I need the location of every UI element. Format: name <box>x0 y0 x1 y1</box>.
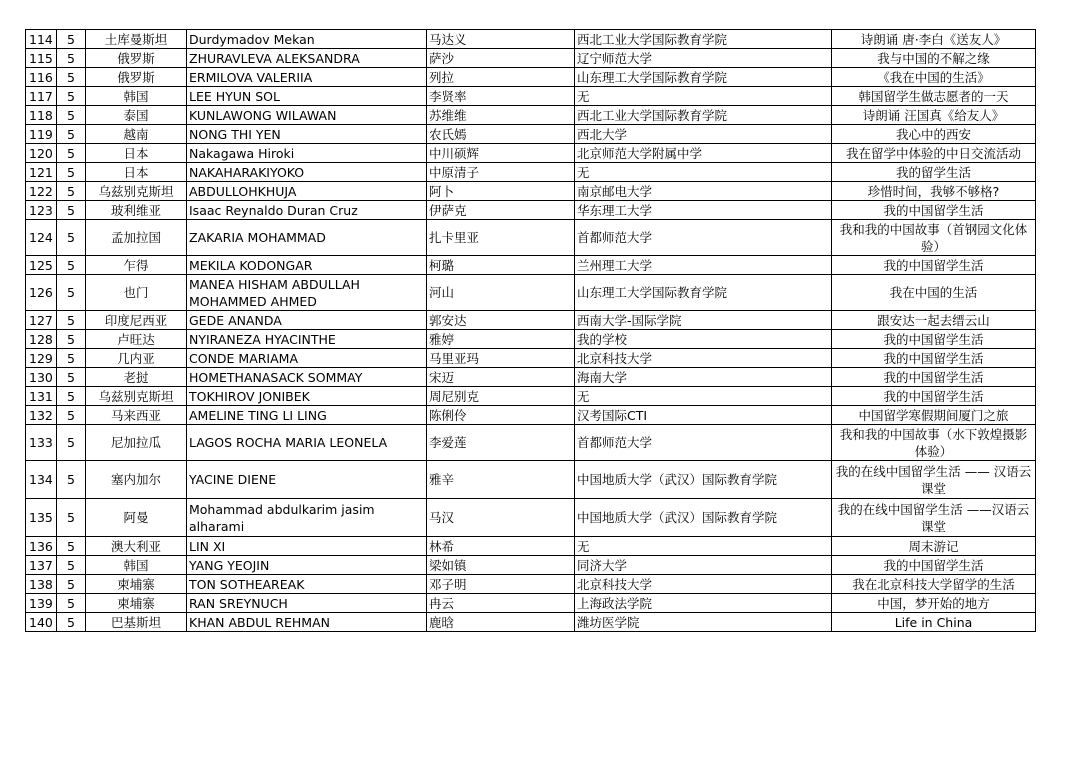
entry-name: KUNLAWONG WILAWAN <box>187 106 427 125</box>
entry-country: 马来西亚 <box>86 406 187 425</box>
entry-chinese-name: 阿卜 <box>427 182 575 201</box>
table-row <box>26 144 1036 163</box>
entry-chinese-name: 农氏嫣 <box>427 125 575 144</box>
entry-grade: 5 <box>57 256 86 275</box>
entry-school: 首都师范大学 <box>575 220 832 256</box>
entry-number: 137 <box>26 556 57 575</box>
entry-name: Isaac Reynaldo Duran Cruz <box>187 201 427 220</box>
entry-country: 柬埔寨 <box>86 575 187 594</box>
entry-chinese-name: 河山 <box>427 275 575 311</box>
entry-name: YACINE DIENE <box>187 461 427 499</box>
entry-title: 我的中国留学生活 <box>832 349 1036 368</box>
entry-country: 乌兹别克斯坦 <box>86 182 187 201</box>
entry-school: 南京邮电大学 <box>575 182 832 201</box>
entry-grade: 5 <box>57 499 86 537</box>
table-row <box>26 575 1036 594</box>
entry-country: 韩国 <box>86 87 187 106</box>
entry-grade: 5 <box>57 406 86 425</box>
entry-number: 134 <box>26 461 57 499</box>
entry-grade: 5 <box>57 68 86 87</box>
entry-grade: 5 <box>57 425 86 461</box>
table-row <box>26 163 1036 182</box>
entry-title: 我的在线中国留学生活 ——汉语云课堂 <box>832 499 1036 537</box>
entry-grade: 5 <box>57 30 86 49</box>
entry-title: 我与中国的不解之缘 <box>832 49 1036 68</box>
entry-country: 俄罗斯 <box>86 49 187 68</box>
entry-country: 土库曼斯坦 <box>86 30 187 49</box>
entry-number: 138 <box>26 575 57 594</box>
entry-number: 115 <box>26 49 57 68</box>
entry-chinese-name: 中川硕辉 <box>427 144 575 163</box>
entry-school: 中国地质大学（武汉）国际教育学院 <box>575 499 832 537</box>
entry-grade: 5 <box>57 220 86 256</box>
entry-number: 127 <box>26 311 57 330</box>
table-row <box>26 387 1036 406</box>
entry-name: ZAKARIA MOHAMMAD <box>187 220 427 256</box>
table-row <box>26 499 1036 537</box>
entry-name: NONG THI YEN <box>187 125 427 144</box>
entry-grade: 5 <box>57 87 86 106</box>
entry-name: RAN SREYNUCH <box>187 594 427 613</box>
entry-name: LAGOS ROCHA MARIA LEONELA <box>187 425 427 461</box>
entry-title: 珍惜时间，我够不够格? <box>832 182 1036 201</box>
entry-title: 我的中国留学生活 <box>832 201 1036 220</box>
entry-name: Mohammad abdulkarim jasim alharami <box>187 499 427 537</box>
entry-number: 124 <box>26 220 57 256</box>
entry-country: 玻利维亚 <box>86 201 187 220</box>
entry-grade: 5 <box>57 575 86 594</box>
entry-title: 我的在线中国留学生活 —— 汉语云课堂 <box>832 461 1036 499</box>
entry-school: 西北大学 <box>575 125 832 144</box>
entry-chinese-name: 李爱莲 <box>427 425 575 461</box>
entry-number: 121 <box>26 163 57 182</box>
entry-grade: 5 <box>57 106 86 125</box>
entry-title: 我心中的西安 <box>832 125 1036 144</box>
entry-title: 我的中国留学生活 <box>832 556 1036 575</box>
entry-grade: 5 <box>57 368 86 387</box>
table-row <box>26 406 1036 425</box>
entry-country: 印度尼西亚 <box>86 311 187 330</box>
entry-number: 131 <box>26 387 57 406</box>
entry-number: 139 <box>26 594 57 613</box>
entry-name: HOMETHANASACK SOMMAY <box>187 368 427 387</box>
entry-number: 140 <box>26 613 57 632</box>
entry-name: KHAN ABDUL REHMAN <box>187 613 427 632</box>
entry-grade: 5 <box>57 49 86 68</box>
entry-title: 我和我的中国故事（首钢园文化体验） <box>832 220 1036 256</box>
entry-chinese-name: 苏维维 <box>427 106 575 125</box>
entry-country: 巴基斯坦 <box>86 613 187 632</box>
table-row <box>26 556 1036 575</box>
entry-school: 无 <box>575 163 832 182</box>
entry-grade: 5 <box>57 275 86 311</box>
entry-grade: 5 <box>57 201 86 220</box>
entry-school: 辽宁师范大学 <box>575 49 832 68</box>
entry-name: AMELINE TING LI LING <box>187 406 427 425</box>
entry-school: 我的学校 <box>575 330 832 349</box>
entry-grade: 5 <box>57 182 86 201</box>
entry-chinese-name: 雅辛 <box>427 461 575 499</box>
table-row <box>26 311 1036 330</box>
entry-grade: 5 <box>57 349 86 368</box>
entry-name: Durdymadov Mekan <box>187 30 427 49</box>
entry-school: 同济大学 <box>575 556 832 575</box>
entries-table <box>25 29 1036 632</box>
entry-title: 我和我的中国故事（水下敦煌摄影体验） <box>832 425 1036 461</box>
table-row <box>26 30 1036 49</box>
entry-chinese-name: 梁如镇 <box>427 556 575 575</box>
table-row <box>26 220 1036 256</box>
entry-grade: 5 <box>57 537 86 556</box>
entry-title: 中国留学寒假期间厦门之旅 <box>832 406 1036 425</box>
entry-number: 130 <box>26 368 57 387</box>
table-row <box>26 201 1036 220</box>
entry-chinese-name: 马汉 <box>427 499 575 537</box>
entry-number: 136 <box>26 537 57 556</box>
entry-name: TOKHIROV JONIBEK <box>187 387 427 406</box>
entry-chinese-name: 列拉 <box>427 68 575 87</box>
entry-name: ABDULLOHKHUJA <box>187 182 427 201</box>
table-row <box>26 125 1036 144</box>
entry-title: 我在中国的生活 <box>832 275 1036 311</box>
entry-number: 132 <box>26 406 57 425</box>
entry-number: 117 <box>26 87 57 106</box>
entry-number: 116 <box>26 68 57 87</box>
entry-country: 澳大利亚 <box>86 537 187 556</box>
entry-country: 乌兹别克斯坦 <box>86 387 187 406</box>
entry-number: 120 <box>26 144 57 163</box>
entry-grade: 5 <box>57 556 86 575</box>
entry-school: 汉考国际CTI <box>575 406 832 425</box>
entry-chinese-name: 李贤率 <box>427 87 575 106</box>
entry-chinese-name: 萨沙 <box>427 49 575 68</box>
entry-name: LEE HYUN SOL <box>187 87 427 106</box>
entry-chinese-name: 鹿晗 <box>427 613 575 632</box>
entry-name: MANEA HISHAM ABDULLAH MOHAMMED AHMED <box>187 275 427 311</box>
entry-grade: 5 <box>57 594 86 613</box>
entry-country: 日本 <box>86 163 187 182</box>
entry-number: 128 <box>26 330 57 349</box>
entry-grade: 5 <box>57 311 86 330</box>
entry-name: TON SOTHEAREAK <box>187 575 427 594</box>
entry-number: 119 <box>26 125 57 144</box>
table-row <box>26 256 1036 275</box>
entry-title: 我的中国留学生活 <box>832 368 1036 387</box>
entry-school: 上海政法学院 <box>575 594 832 613</box>
entry-chinese-name: 邓子明 <box>427 575 575 594</box>
entry-country: 老挝 <box>86 368 187 387</box>
entry-school: 北京科技大学 <box>575 349 832 368</box>
entry-grade: 5 <box>57 125 86 144</box>
table-row <box>26 87 1036 106</box>
entry-name: Nakagawa Hiroki <box>187 144 427 163</box>
entry-grade: 5 <box>57 387 86 406</box>
entry-school: 海南大学 <box>575 368 832 387</box>
entry-school: 无 <box>575 537 832 556</box>
table-row <box>26 182 1036 201</box>
entry-country: 越南 <box>86 125 187 144</box>
table-row <box>26 68 1036 87</box>
entry-number: 135 <box>26 499 57 537</box>
entry-title: 韩国留学生做志愿者的一天 <box>832 87 1036 106</box>
entry-name: NYIRANEZA HYACINTHE <box>187 330 427 349</box>
entry-school: 北京科技大学 <box>575 575 832 594</box>
entry-number: 129 <box>26 349 57 368</box>
entry-name: ERMILOVA VALERIIA <box>187 68 427 87</box>
table-row <box>26 330 1036 349</box>
entry-country: 阿曼 <box>86 499 187 537</box>
table-row <box>26 461 1036 499</box>
entry-school: 山东理工大学国际教育学院 <box>575 68 832 87</box>
entry-school: 华东理工大学 <box>575 201 832 220</box>
entry-title: 诗朗诵 汪国真《给友人》 <box>832 106 1036 125</box>
entry-chinese-name: 扎卡里亚 <box>427 220 575 256</box>
entry-number: 122 <box>26 182 57 201</box>
table-row <box>26 106 1036 125</box>
entry-chinese-name: 郭安达 <box>427 311 575 330</box>
entry-country: 乍得 <box>86 256 187 275</box>
entry-number: 133 <box>26 425 57 461</box>
entry-school: 无 <box>575 387 832 406</box>
entry-country: 泰国 <box>86 106 187 125</box>
entry-school: 首都师范大学 <box>575 425 832 461</box>
entry-school: 兰州理工大学 <box>575 256 832 275</box>
table-row <box>26 594 1036 613</box>
entry-number: 123 <box>26 201 57 220</box>
entry-country: 卢旺达 <box>86 330 187 349</box>
entry-school: 山东理工大学国际教育学院 <box>575 275 832 311</box>
entry-country: 也门 <box>86 275 187 311</box>
entry-chinese-name: 马达义 <box>427 30 575 49</box>
entry-title: 中国，梦开始的地方 <box>832 594 1036 613</box>
entry-country: 日本 <box>86 144 187 163</box>
entry-grade: 5 <box>57 163 86 182</box>
entry-grade: 5 <box>57 330 86 349</box>
entry-school: 西南大学-国际学院 <box>575 311 832 330</box>
entry-title: 诗朗诵 唐·李白《送友人》 <box>832 30 1036 49</box>
entry-number: 125 <box>26 256 57 275</box>
entry-chinese-name: 马里亚玛 <box>427 349 575 368</box>
entry-title: 我在北京科技大学留学的生活 <box>832 575 1036 594</box>
entry-chinese-name: 柯璐 <box>427 256 575 275</box>
entry-school: 西北工业大学国际教育学院 <box>575 30 832 49</box>
entry-title: Life in China <box>832 613 1036 632</box>
entry-country: 几内亚 <box>86 349 187 368</box>
entry-chinese-name: 雅婷 <box>427 330 575 349</box>
entry-name: GEDE ANANDA <box>187 311 427 330</box>
entry-chinese-name: 周尼别克 <box>427 387 575 406</box>
entry-chinese-name: 伊萨克 <box>427 201 575 220</box>
entry-country: 孟加拉国 <box>86 220 187 256</box>
entry-school: 北京师范大学附属中学 <box>575 144 832 163</box>
entry-school: 潍坊医学院 <box>575 613 832 632</box>
entry-title: 我的中国留学生活 <box>832 387 1036 406</box>
entry-number: 126 <box>26 275 57 311</box>
entry-country: 俄罗斯 <box>86 68 187 87</box>
table-row <box>26 275 1036 311</box>
entry-name: MEKILA KODONGAR <box>187 256 427 275</box>
entry-grade: 5 <box>57 144 86 163</box>
entry-title: 我的留学生活 <box>832 163 1036 182</box>
table-body <box>26 30 1036 632</box>
entry-country: 尼加拉瓜 <box>86 425 187 461</box>
table-row <box>26 49 1036 68</box>
entry-name: YANG YEOJIN <box>187 556 427 575</box>
entry-title: 我在留学中体验的中日交流活动 <box>832 144 1036 163</box>
entry-title: 我的中国留学生活 <box>832 256 1036 275</box>
entry-chinese-name: 宋迈 <box>427 368 575 387</box>
entry-chinese-name: 林希 <box>427 537 575 556</box>
entry-chinese-name: 陈俐伶 <box>427 406 575 425</box>
table-row <box>26 537 1036 556</box>
table-row <box>26 349 1036 368</box>
entry-chinese-name: 冉云 <box>427 594 575 613</box>
entry-school: 中国地质大学（武汉）国际教育学院 <box>575 461 832 499</box>
table-row <box>26 613 1036 632</box>
entry-grade: 5 <box>57 461 86 499</box>
table-row <box>26 425 1036 461</box>
entry-number: 114 <box>26 30 57 49</box>
entry-name: ZHURAVLEVA ALEKSANDRA <box>187 49 427 68</box>
entry-country: 塞内加尔 <box>86 461 187 499</box>
entry-school: 无 <box>575 87 832 106</box>
entry-title: 《我在中国的生活》 <box>832 68 1036 87</box>
entry-country: 韩国 <box>86 556 187 575</box>
entry-country: 柬埔寨 <box>86 594 187 613</box>
entry-title: 跟安达一起去缙云山 <box>832 311 1036 330</box>
entry-name: NAKAHARAKIYOKO <box>187 163 427 182</box>
table-row <box>26 368 1036 387</box>
entry-title: 周末游记 <box>832 537 1036 556</box>
entry-grade: 5 <box>57 613 86 632</box>
entry-name: CONDE MARIAMA <box>187 349 427 368</box>
entry-title: 我的中国留学生活 <box>832 330 1036 349</box>
entry-school: 西北工业大学国际教育学院 <box>575 106 832 125</box>
entry-name: LIN XI <box>187 537 427 556</box>
entry-chinese-name: 中原清子 <box>427 163 575 182</box>
entry-number: 118 <box>26 106 57 125</box>
